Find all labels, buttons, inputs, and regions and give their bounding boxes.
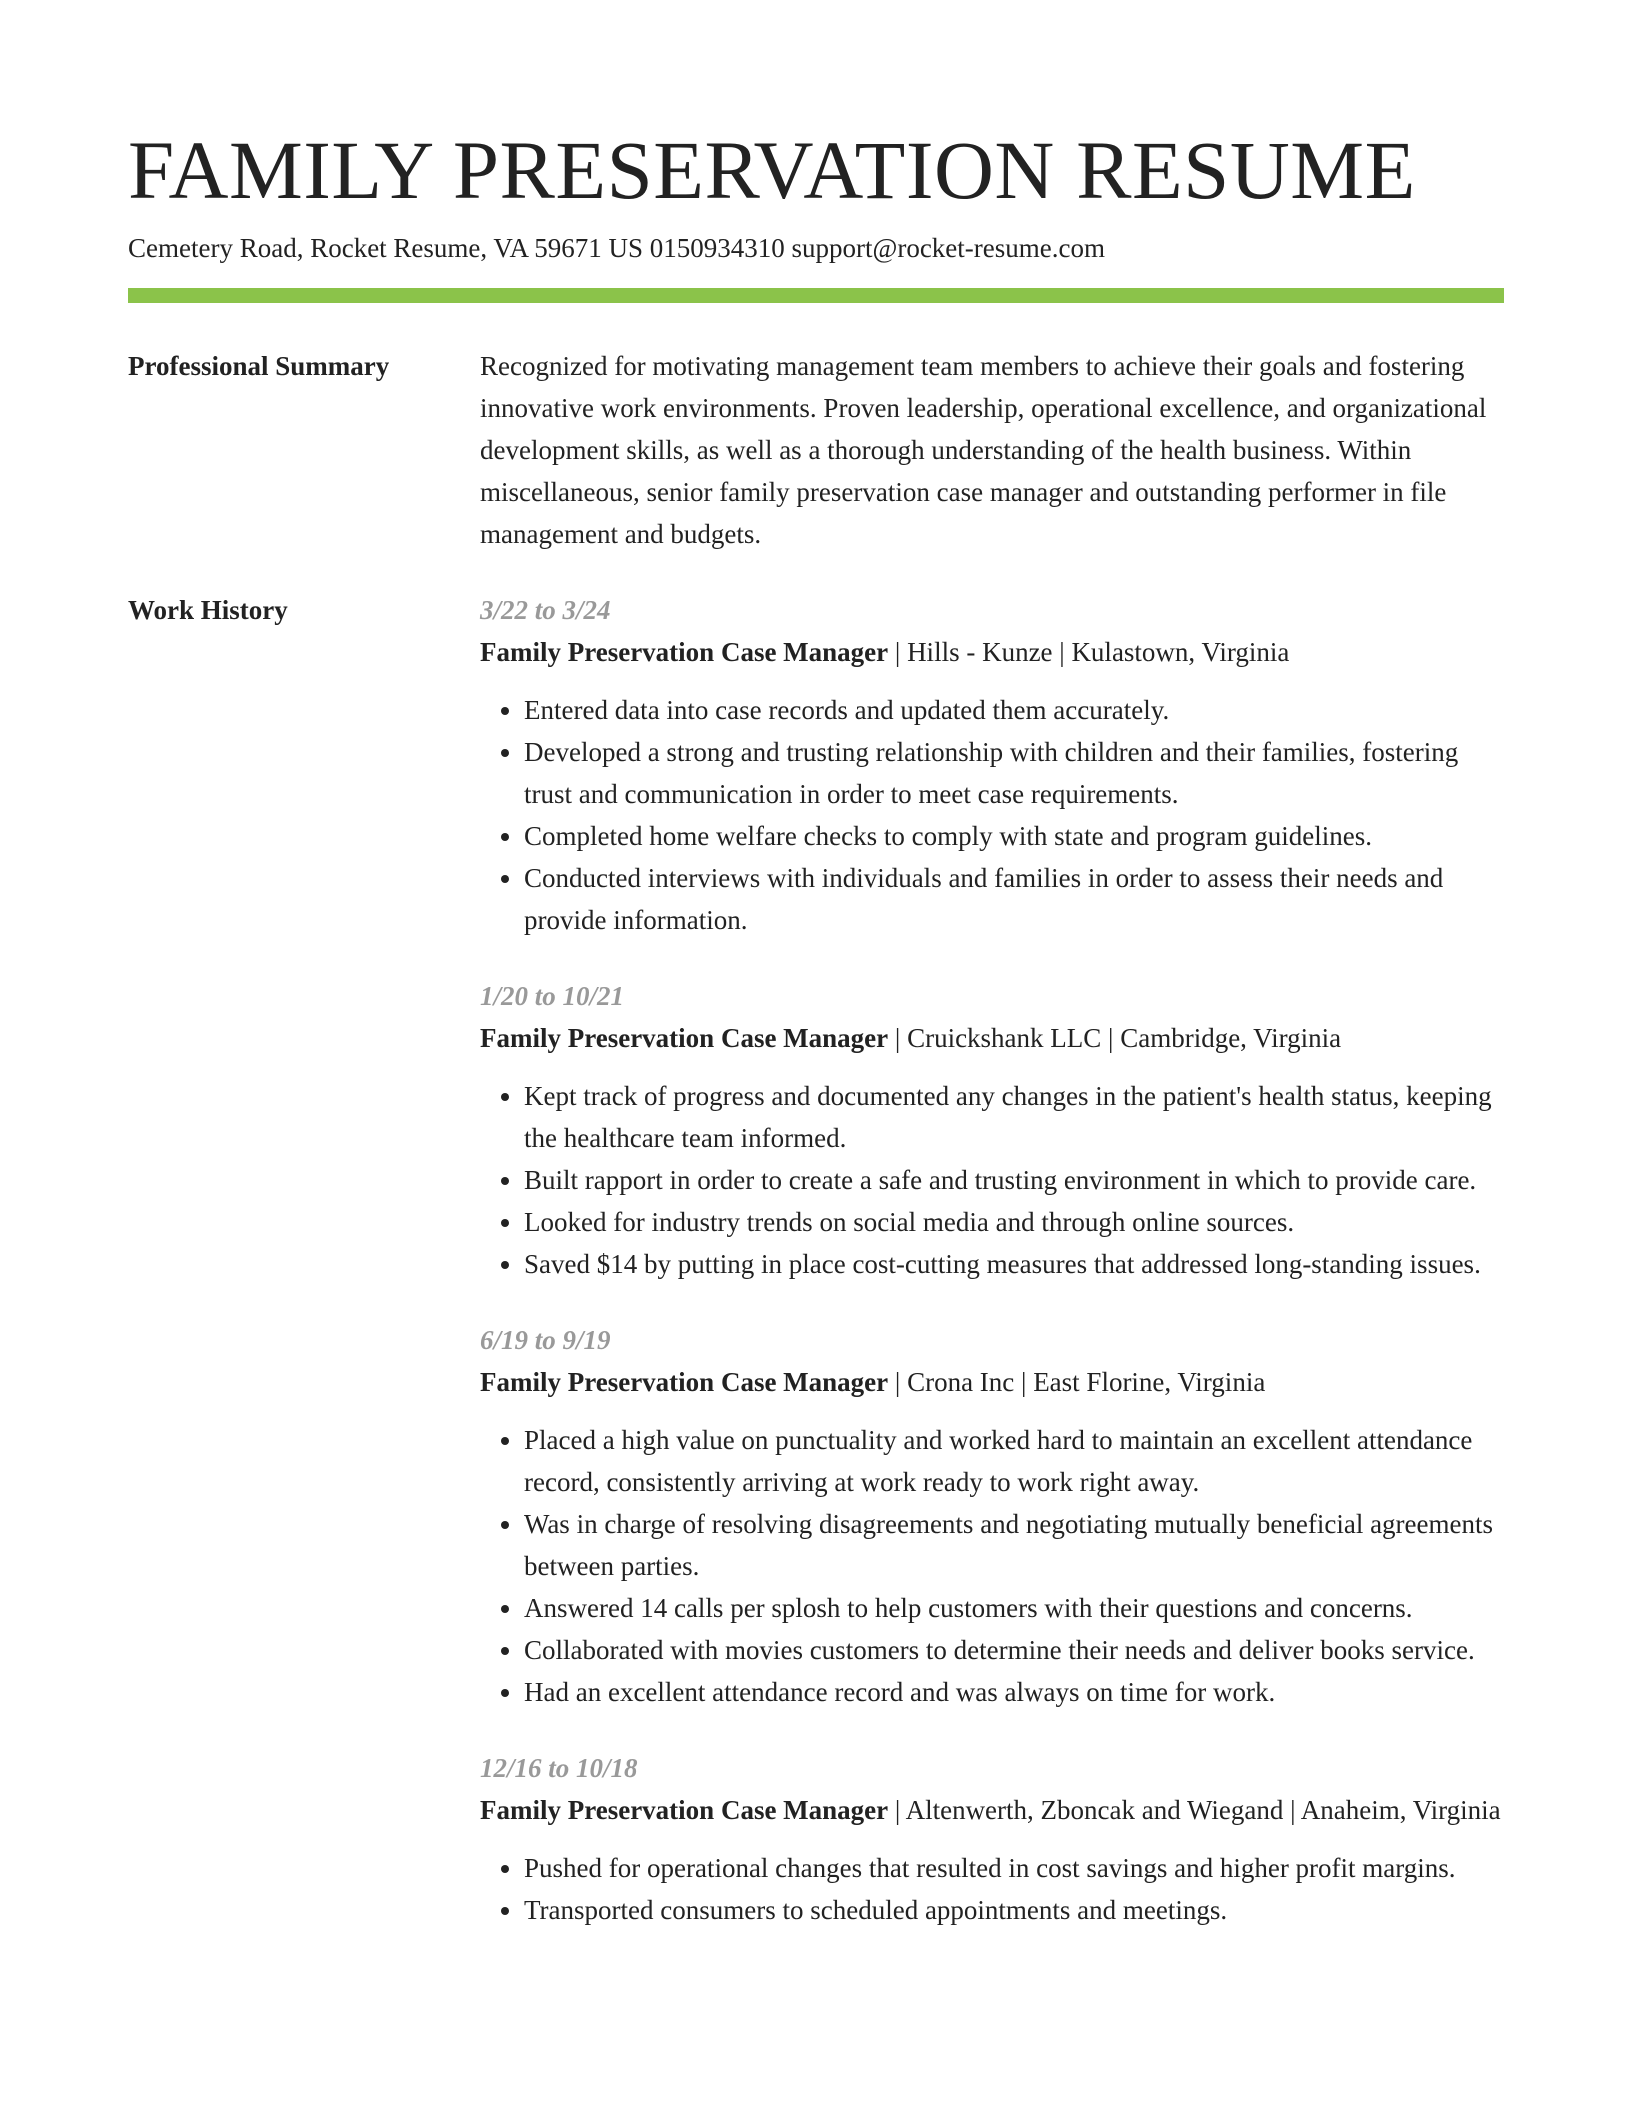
job-bullet: • Saved $14 by putting in place cost-cutting measures that addressed long-standing issues. <box>524 1243 1504 1285</box>
contact-line <box>128 230 1504 266</box>
job-company: Cruickshank LLC <box>907 1023 1102 1053</box>
contact-email: support@rocket-resume.com <box>791 233 1105 263</box>
job-title: Family Preservation Case Manager <box>480 1367 889 1397</box>
job-company: Altenwerth, Zboncak and Wiegand <box>905 1795 1284 1825</box>
job-bullet: • Placed a high value on punctuality and worked hard to maintain an excellent attendance record, consistently arriving at work ready to work right away. <box>524 1419 1504 1503</box>
job-header <box>480 1789 1504 1831</box>
job-separator: | <box>1283 1795 1301 1825</box>
job-location: Anaheim, Virginia <box>1300 1795 1501 1825</box>
work-history-section <box>128 589 1504 1965</box>
resume-title: FAMILY PRESERVATION RESUME <box>128 124 1416 216</box>
job-separator: | <box>1101 1023 1121 1053</box>
job-header <box>480 1361 1504 1403</box>
summary-section <box>128 345 1504 555</box>
contact-phone: 0150934310 <box>649 233 785 263</box>
job-bullet: • Pushed for operational changes that resulted in cost savings and higher profit margins. <box>524 1847 1504 1889</box>
job-header <box>480 631 1504 673</box>
job-bullet: • Answered 14 calls per splosh to help customers with their questions and concerns. <box>524 1587 1504 1629</box>
job-bullet: • Built rapport in order to create a safe and trusting environment in which to provide care. <box>524 1159 1504 1201</box>
job-bullets <box>480 1075 1504 1285</box>
job-entry <box>480 975 1504 1285</box>
job-bullets <box>480 1419 1504 1713</box>
summary-heading: Professional Summary <box>128 351 390 381</box>
work-history-heading: Work History <box>128 595 288 625</box>
job-bullet: • Kept track of progress and documented any changes in the patient's health status, keeping the healthcare team informed. <box>524 1075 1504 1159</box>
job-company: Hills - Kunze <box>907 637 1053 667</box>
summary-text: Recognized for motivating management team members to achieve their goals and fostering innovative work environments. Proven leadership, operational excellence, and organizational development skills, as well as a thorough understanding of the health business. Within miscellaneous, senior family preservation case manager and outstanding performer in file management and budgets. <box>480 351 1487 549</box>
job-title: Family Preservation Case Manager <box>480 1023 889 1053</box>
job-list <box>480 589 1504 1965</box>
job-dates: 3/22 to 3/24 <box>480 595 611 625</box>
job-entry <box>480 1319 1504 1713</box>
job-bullet: • Had an excellent attendance record and was always on time for work. <box>524 1671 1504 1713</box>
job-bullet: • Looked for industry trends on social media and through online sources. <box>524 1201 1504 1243</box>
job-entry <box>480 589 1504 941</box>
job-bullets <box>480 689 1504 941</box>
job-company: Crona Inc <box>907 1367 1015 1397</box>
job-bullet: • Transported consumers to scheduled appointments and meetings. <box>524 1889 1504 1931</box>
job-bullets <box>480 1847 1504 1931</box>
job-bullet: • Completed home welfare checks to comply with state and program guidelines. <box>524 815 1504 857</box>
job-separator: | <box>888 1367 908 1397</box>
job-dates: 6/19 to 9/19 <box>480 1325 611 1355</box>
job-title: Family Preservation Case Manager <box>480 1795 889 1825</box>
job-bullet: • Was in charge of resolving disagreements and negotiating mutually beneficial agreements between parties. <box>524 1503 1504 1587</box>
header-divider <box>128 288 1504 303</box>
job-bullet: • Conducted interviews with individuals and families in order to assess their needs and provide information. <box>524 857 1504 941</box>
job-separator: | <box>888 1795 906 1825</box>
job-location: Kulastown, Virginia <box>1071 637 1290 667</box>
job-bullet: • Collaborated with movies customers to determine their needs and deliver books service. <box>524 1629 1504 1671</box>
job-dates: 1/20 to 10/21 <box>480 981 625 1011</box>
job-bullet: • Entered data into case records and updated them accurately. <box>524 689 1504 731</box>
job-separator: | <box>1014 1367 1034 1397</box>
job-bullet: • Developed a strong and trusting relationship with children and their families, fostering trust and communication in order to meet case requirements. <box>524 731 1504 815</box>
contact-address: Cemetery Road, Rocket Resume, VA 59671 US <box>128 233 643 263</box>
job-separator: | <box>888 1023 908 1053</box>
job-location: East Florine, Virginia <box>1033 1367 1266 1397</box>
job-separator: | <box>888 637 908 667</box>
job-separator: | <box>1052 637 1072 667</box>
job-location: Cambridge, Virginia <box>1120 1023 1342 1053</box>
job-entry <box>480 1747 1504 1931</box>
resume-page <box>128 120 1504 1965</box>
job-dates: 12/16 to 10/18 <box>480 1753 638 1783</box>
job-title: Family Preservation Case Manager <box>480 637 889 667</box>
job-header <box>480 1017 1504 1059</box>
